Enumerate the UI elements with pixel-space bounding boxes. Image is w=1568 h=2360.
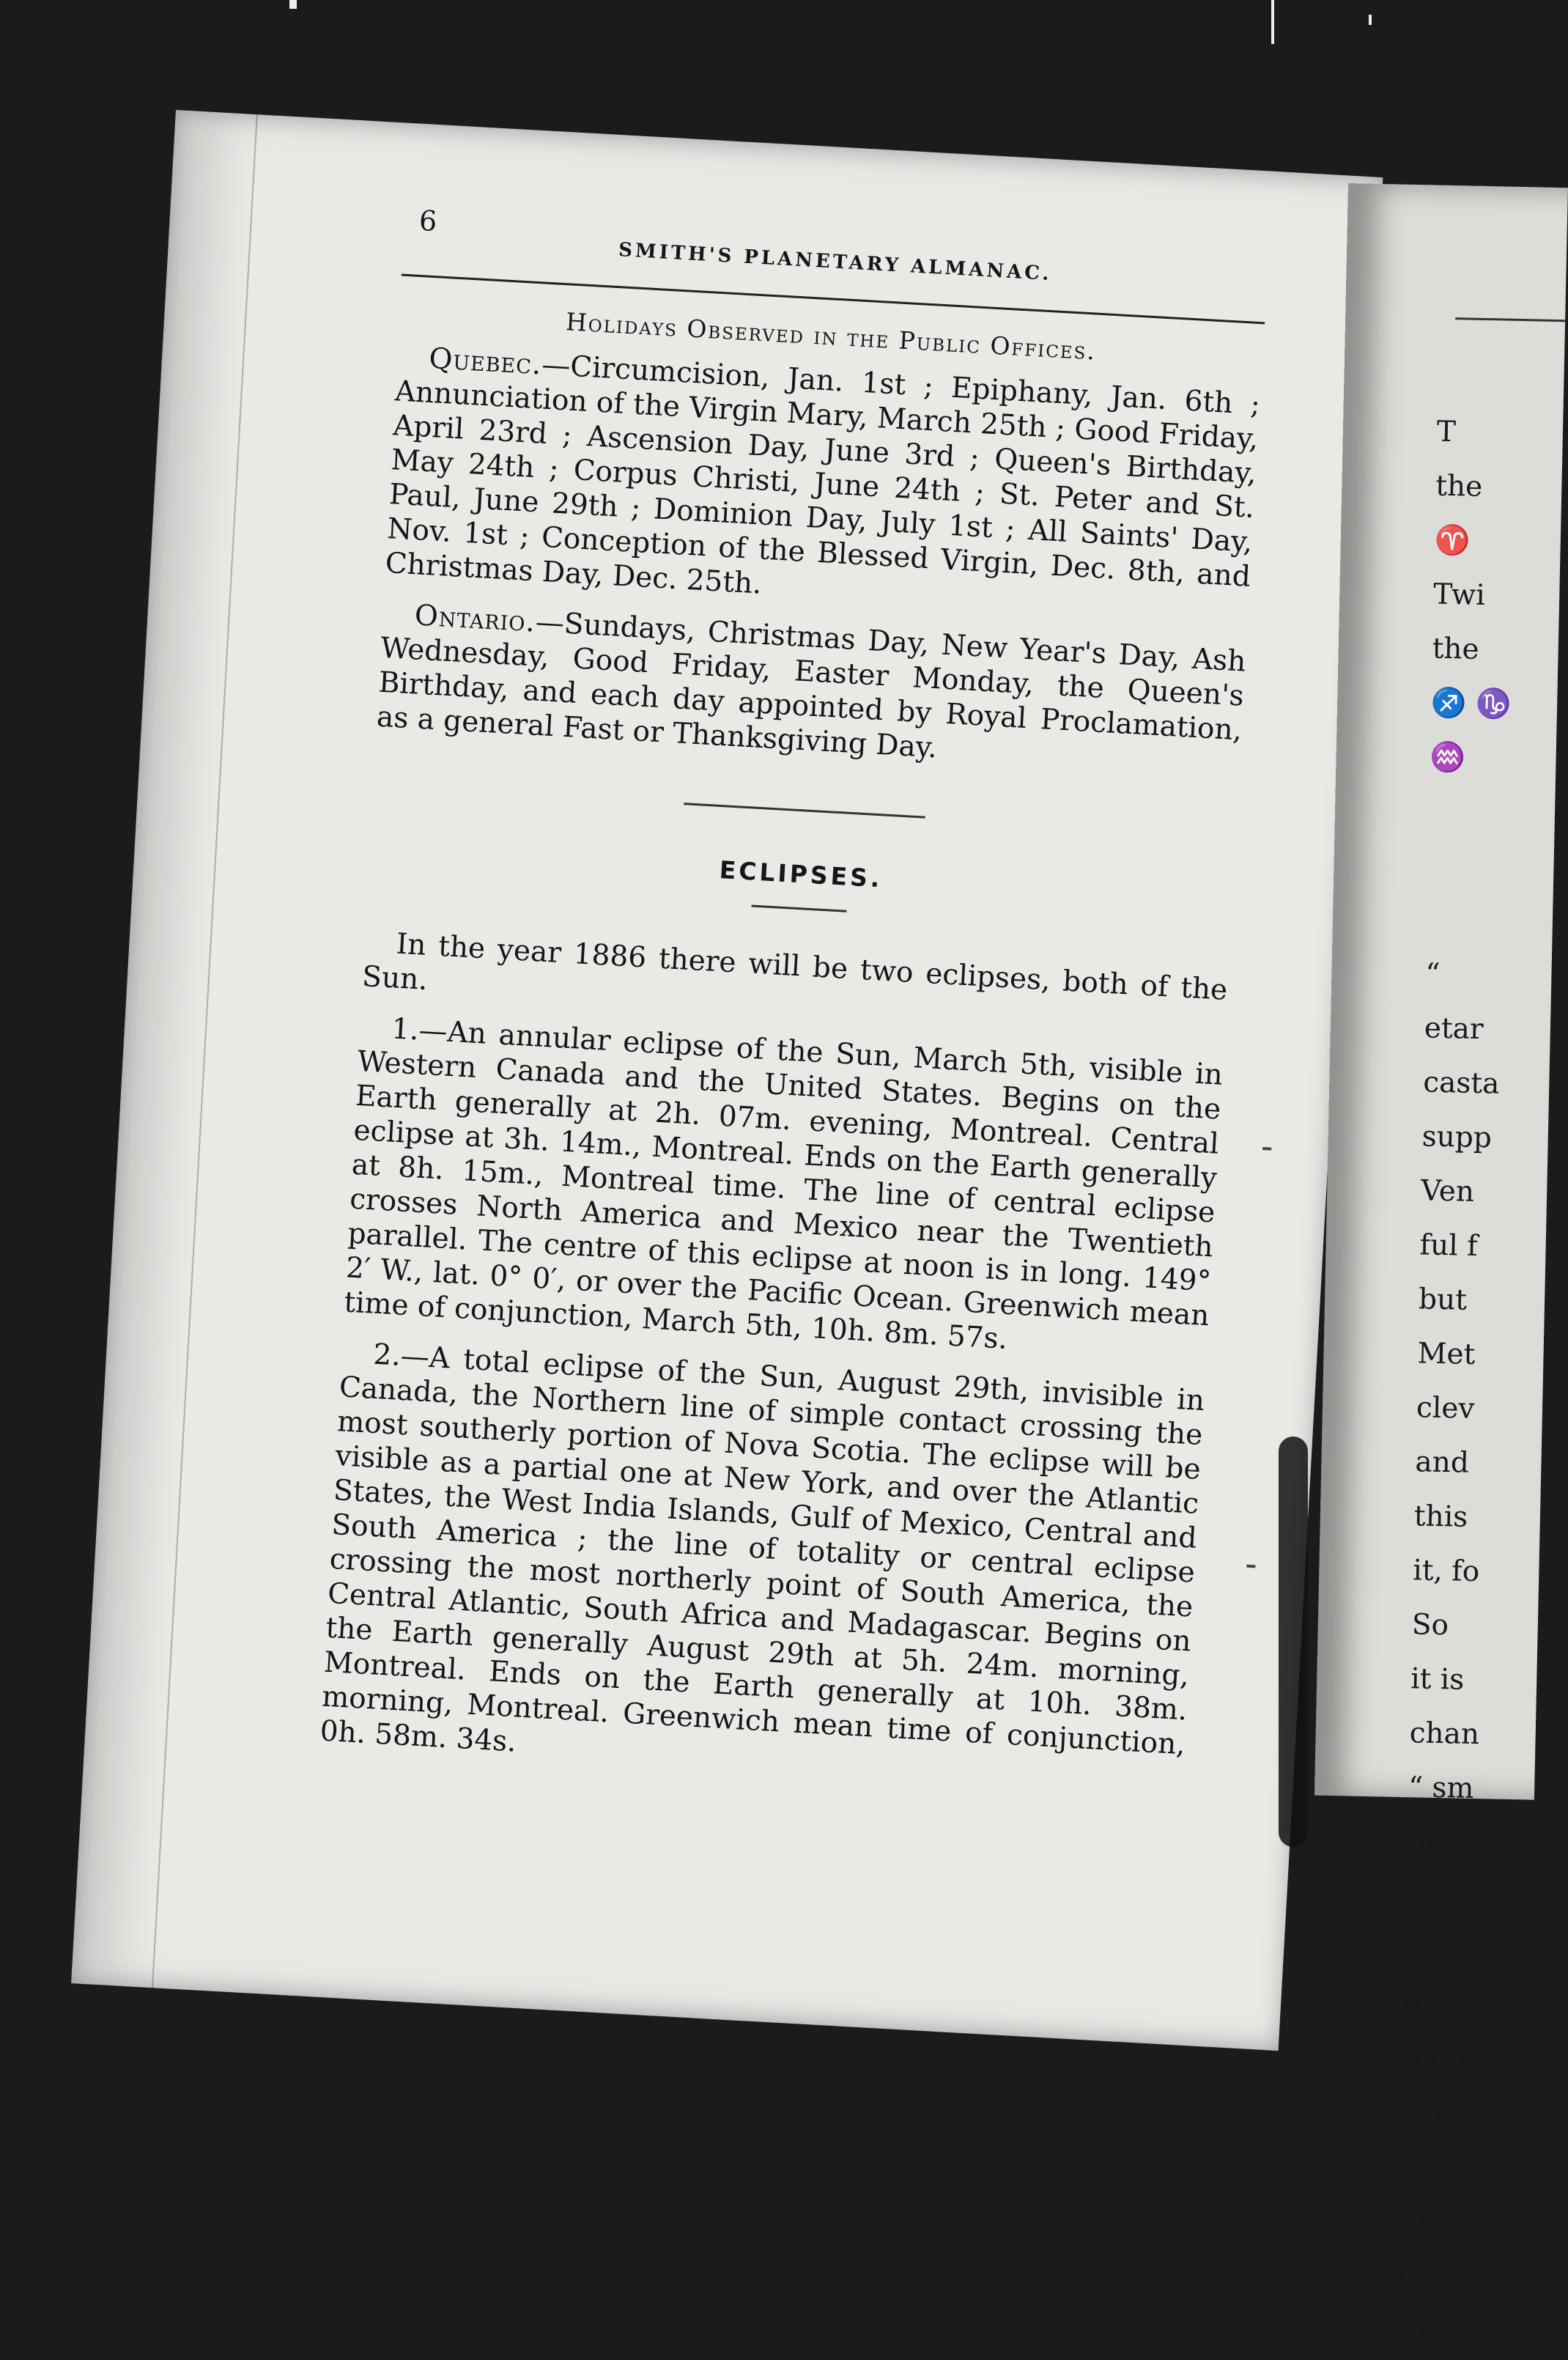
facing-line-fragment: “ sm: [1408, 1771, 1474, 1806]
facing-line-fragment: “: [1424, 957, 1441, 991]
facing-line-fragment: the: [1435, 469, 1483, 504]
running-head: [402, 204, 1269, 311]
quebec-lead: Quebec.: [428, 342, 543, 382]
ontario-lead: Ontario.: [413, 599, 537, 639]
facing-line-fragment: this: [1413, 1500, 1468, 1534]
facing-line-fragment: little: [1399, 2205, 1468, 2239]
facing-line-fragment: Ven: [1420, 1174, 1475, 1209]
quebec-paragraph: [385, 339, 1262, 628]
facing-line-fragment: ♐ ♑: [1430, 686, 1512, 721]
facing-line-fragment: that: [1397, 2313, 1456, 2348]
facing-line-fragment: ever: [1401, 2096, 1466, 2131]
title-underline: [752, 905, 847, 912]
facing-page: [1314, 183, 1568, 2348]
section-divider: [684, 803, 925, 818]
facing-line-fragment: so lo: [1405, 1933, 1473, 1969]
margin-mark: [1262, 1147, 1271, 1151]
facing-line-fragment: T: [1436, 415, 1457, 449]
facing-line-fragment: [1428, 785, 1509, 841]
facing-line-fragment: So: [1411, 1608, 1449, 1642]
facing-text-column: [1397, 405, 1517, 2359]
eclipses-title: ECLIPSES.: [718, 855, 884, 893]
facing-line-fragment: M: [1399, 2150, 1430, 2184]
facing-line-fragment: idea: [1405, 1879, 1468, 1914]
eclipses-intro: In the year 1886 there will be two eclipses, both of the Sun.: [361, 927, 1229, 1007]
facing-line-fragment: chan: [1409, 1716, 1480, 1752]
facing-line-fragment: it, fo: [1412, 1554, 1480, 1589]
scan-specks: [0, 0, 1506, 103]
facing-line-fragment: ♒: [1430, 740, 1466, 775]
facing-line-fragment: Met: [1417, 1337, 1476, 1371]
facing-line-fragment: etar: [1424, 1011, 1484, 1047]
left-page: [71, 110, 1383, 2051]
page-fold-edge: [152, 114, 258, 1988]
facing-line-fragment: [1426, 893, 1507, 948]
facing-line-fragment: casta: [1422, 1066, 1500, 1101]
facing-header-rule: [1455, 317, 1565, 322]
ontario-paragraph: [376, 597, 1247, 783]
facing-line-fragment: the: [1432, 632, 1480, 666]
facing-line-fragment: clev: [1416, 1391, 1475, 1426]
quebec-text: —Circumcision, Jan. 1st ; Epiphany, Jan. 6th ; Annunciation of the Virgin Mary, March 25th ; Good Friday, April 23rd ; Ascension Day, June 3rd ; Queen's Birthday, May 24th ; Corpus Christi, June 24th ; St. Peter and St. Paul, June 29th ; Dominion Day, July 1st ; All Saints' Day, Nov. 1st ; Conception of the Blessed Virgin, Dec. 8th, and Christmas Day, Dec. 25th.: [384, 348, 1262, 601]
facing-line-fragment: and: [1415, 1445, 1470, 1480]
facing-line-fragment: grav: [1403, 1988, 1470, 2022]
facing-line-fragment: ing n: [1402, 2042, 1476, 2077]
facing-line-fragment: Twi: [1432, 578, 1486, 613]
spine-shadow: [1279, 1437, 1308, 1847]
facing-line-fragment: pure: [1407, 1825, 1475, 1860]
facing-line-fragment: ful f: [1419, 1228, 1478, 1264]
ontario-text: —Sundays, Christmas Day, New Year's Day, Ash Wednesday, Good Friday, Easter Monday, the Queen's Birthday, and each day appointed by Royal Proclamation, as a general Fast or Thanksgiving Day.: [375, 605, 1247, 765]
page-number: 6: [418, 204, 438, 238]
facing-line-fragment: it is: [1410, 1662, 1465, 1697]
facing-line-fragment: overt: [1397, 2259, 1474, 2294]
eclipse-item-1: 1.—An annular eclipse of the Sun, March 5th, visible in Western Canada and the United States. Begins on the Earth generally at 2h. 07m. evening, Montreal. Central eclipse at 3h. 14m., Montreal. Ends on the Earth generally at 8h. 15m., Montreal time. The line of central eclipse crosses North America and Mexico near the Twentieth parallel. The centre of this eclipse at noon is in long. 149° 2′ W., lat. 0° 0′, or over the Pacific Ocean. Greenwich mean time of conjunction, March 5th, 10h. 8m. 57s.: [343, 1012, 1224, 1356]
eclipse-item-2: 2.—A total eclipse of the Sun, August 29th, invisible in Canada, the Northern line of simple contact crossing the most southerly portion of Nova Scotia. The eclipse will be visible as a partial one at New York, and over the Atlantic States, the West India Islands, Gulf of Mexico, Central and South America ; the line of totality or central eclipse crossing the most northerly point of South America, the Central Atlantic, South Africa and Madagascar. Begins on the Earth generally August 29th at 5h. 24m. morning, Montreal. Ends on the Earth generally at 10h. 38m. morning, Montreal. Greenwich mean time of conjunction, 0h. 58m. 34s.: [319, 1338, 1206, 1762]
page-content: [318, 204, 1268, 1813]
facing-line-fragment: [1427, 838, 1509, 894]
facing-line-fragment: supp: [1421, 1120, 1493, 1155]
facing-line-fragment: but: [1418, 1283, 1468, 1317]
margin-mark: [1246, 1565, 1255, 1568]
holidays-title: Holidays Observed in the Public Offices.: [565, 307, 1098, 366]
facing-line-fragment: ♈: [1434, 523, 1471, 558]
running-title: SMITH'S PLANETARY ALMANAC.: [618, 239, 1053, 286]
